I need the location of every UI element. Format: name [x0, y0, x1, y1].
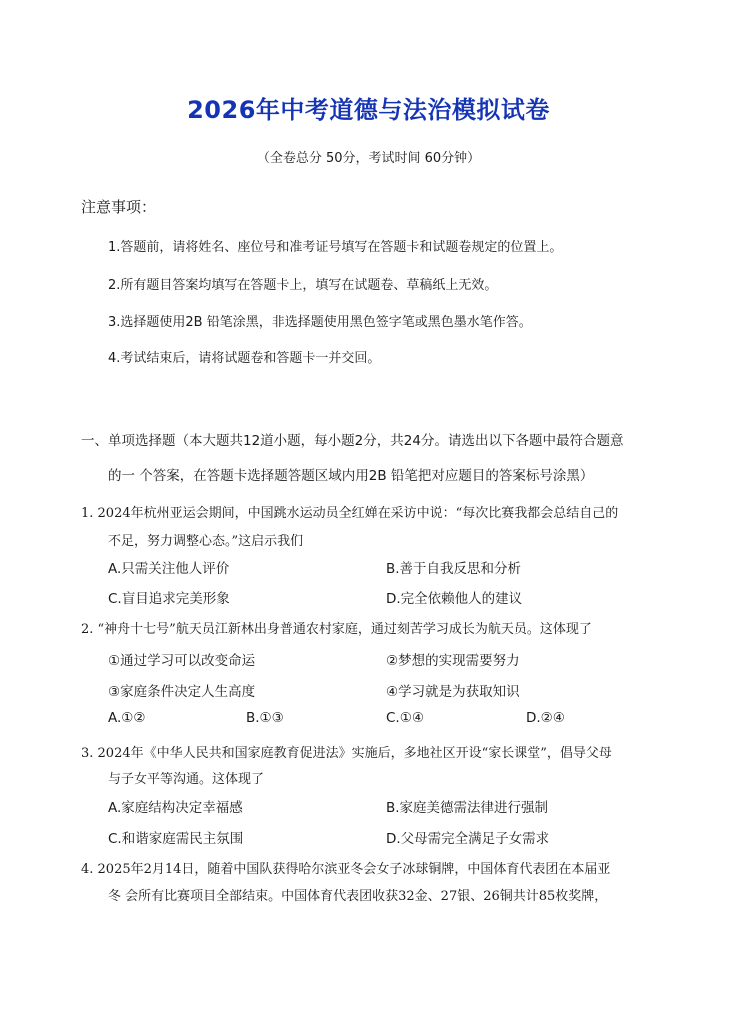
question-2-statement-1: ①通过学习可以改变命运: [108, 653, 256, 669]
question-1-stem: 1. 2024年杭州亚运会期间，中国跳水运动员全红婵在采访中说：“每次比赛我都会总结自己的: [81, 506, 619, 521]
question-3-option-b: B.家庭美德需法律进行强制: [386, 800, 549, 816]
question-1-option-c: C.盲目追求完美形象: [108, 591, 230, 607]
question-1-stem-cont: 不足，努力调整心态。”这启示我们: [108, 534, 304, 549]
question-3-stem-cont: 与子女平等沟通。这体现了: [108, 772, 265, 787]
question-2-statement-2: ②梦想的实现需要努力: [386, 653, 520, 669]
question-1-option-a: A.只需关注他人评价: [108, 561, 230, 577]
question-2-statement-4: ④学习就是为获取知识: [386, 684, 520, 700]
notice-item-1: 1.答题前，请将姓名、座位号和准考证号填写在答题卡和试题卷规定的位置上。: [108, 240, 563, 255]
question-1-option-d: D.完全依赖他人的建议: [386, 591, 523, 607]
notice-item-2: 2.所有题目答案均填写在答题卡上，填写在试题卷、草稿纸上无效。: [108, 278, 498, 293]
question-3-option-a: A.家庭结构决定幸福感: [108, 800, 243, 816]
question-2-option-c: C.①④: [386, 710, 424, 726]
page-title: 2026年中考道德与法治模拟试卷: [187, 96, 550, 124]
question-2-option-b: B.①③: [246, 710, 284, 726]
question-2-statement-3: ③家庭条件决定人生高度: [108, 684, 256, 700]
question-1-option-b: B.善于自我反思和分析: [386, 561, 522, 577]
notice-item-4: 4.考试结束后，请将试题卷和答题卡一并交回。: [108, 351, 381, 366]
question-2-option-a: A.①②: [108, 710, 146, 726]
section-instructions: 的一 个答案，在答题卡选择题答题区域内用2B 铅笔把对应题目的答案标号涂黑）: [108, 468, 594, 484]
question-2-stem: 2. “神舟十七号”航天员江新林出身普通农村家庭，通过刻苦学习成长为航天员。这体现了: [81, 622, 592, 637]
question-2-option-d: D.②④: [526, 710, 565, 726]
question-4-stem-cont: 冬 会所有比赛项目全部结束。中国体育代表团收获32金、27银、26铜共计85枚奖牌，: [108, 889, 608, 904]
notice-item-3: 3.选择题使用2B 铅笔涂黑，非选择题使用黑色签字笔或黑色墨水笔作答。: [108, 315, 532, 330]
question-4-stem: 4. 2025年2月14日，随着中国队获得哈尔滨亚冬会女子冰球铜牌，中国体育代表团在本届亚: [81, 862, 611, 877]
section-heading: 一、单项选择题（本大题共12道小题，每小题2分，共24分。请选出以下各题中最符合题意: [81, 433, 624, 449]
question-3-option-d: D.父母需完全满足子女需求: [386, 831, 550, 847]
notice-heading: 注意事项：: [81, 198, 157, 216]
exam-subtitle: （全卷总分 50分，考试时间 60分钟）: [256, 151, 481, 166]
question-3-option-c: C.和谐家庭需民主氛围: [108, 831, 244, 847]
question-3-stem: 3. 2024年《中华人民共和国家庭教育促进法》实施后，多地社区开设“家长课堂”，倡导父母: [81, 746, 612, 761]
